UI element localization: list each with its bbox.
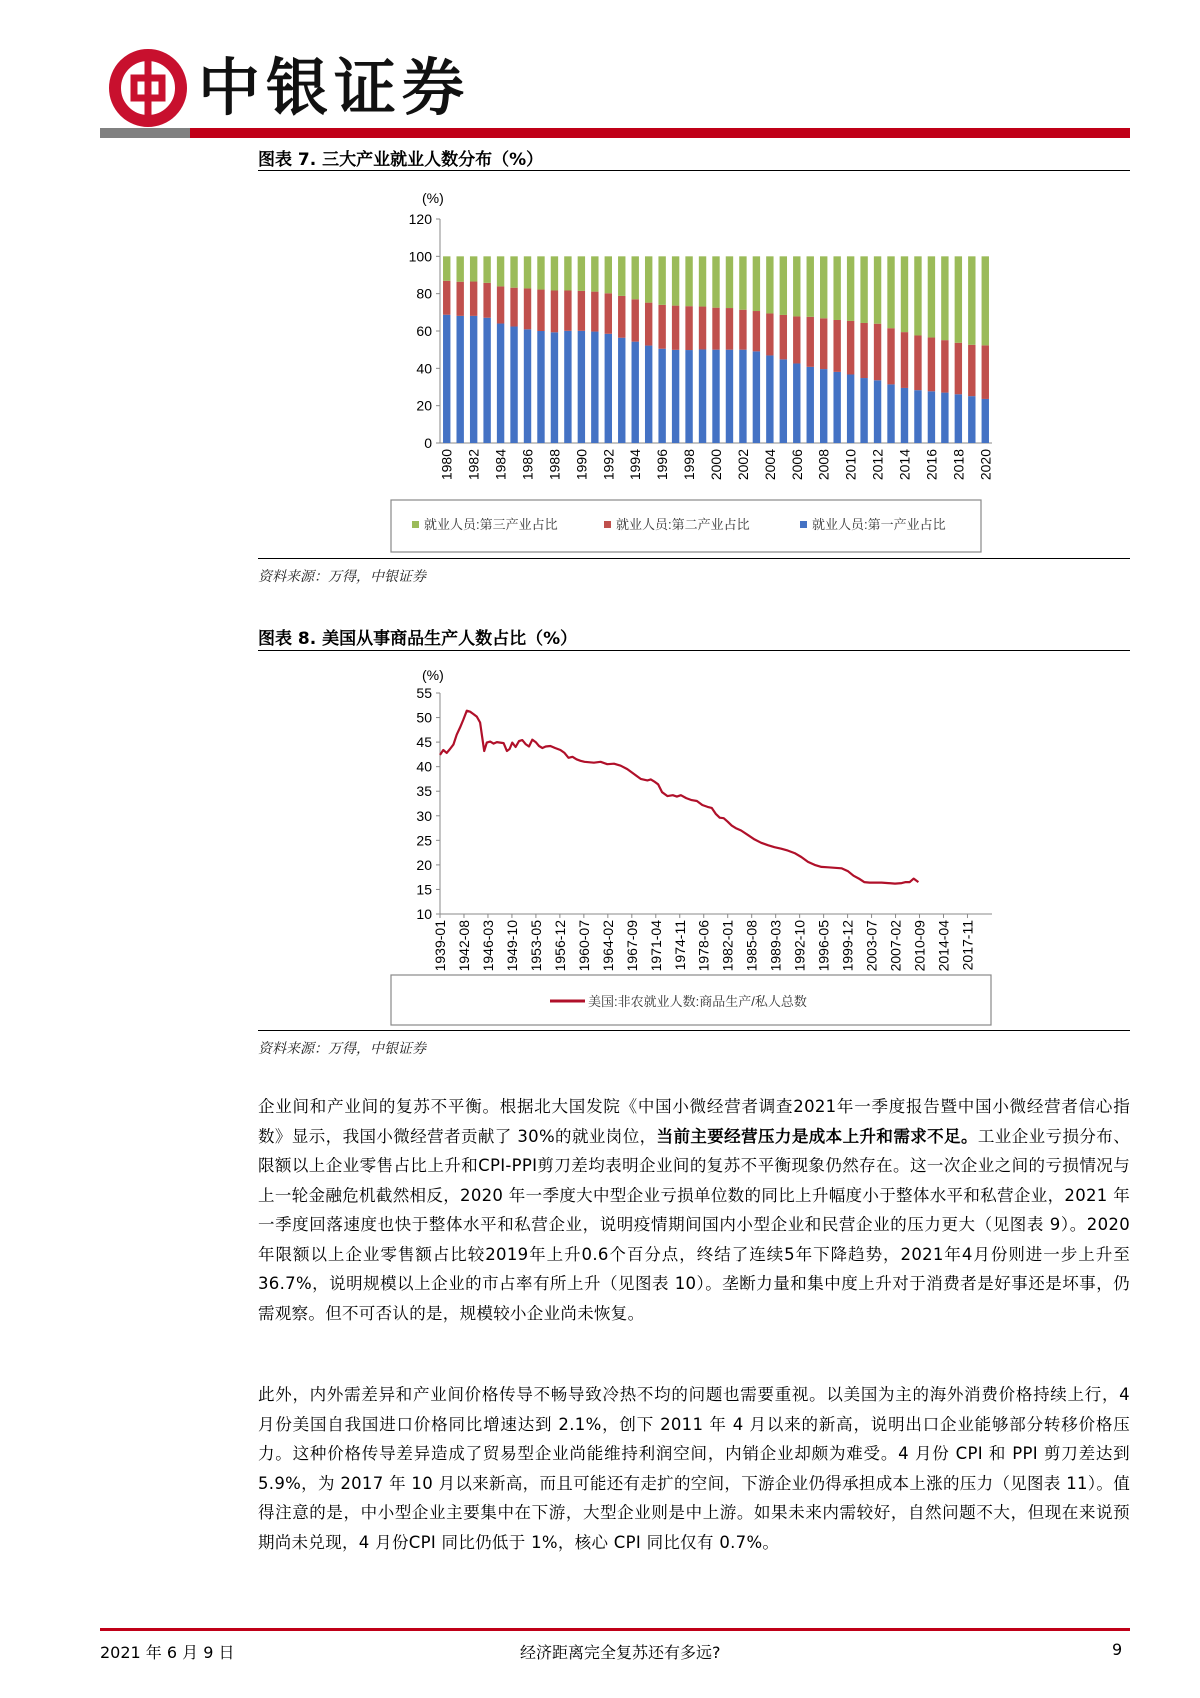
figure7-bar-segment: [591, 256, 598, 291]
figure7-x-tick-label: 2008: [815, 449, 832, 481]
figure7-bar-segment: [551, 256, 558, 290]
figure7-bar-segment: [726, 350, 733, 443]
figure7-bar-segment: [685, 350, 692, 443]
figure7-bar-segment: [699, 307, 706, 350]
figure7-bar-segment: [470, 256, 477, 281]
figure7-bar-segment: [753, 351, 760, 443]
figure8-x-tick-label: 1956-12: [551, 920, 568, 972]
figure7-bar-segment: [672, 306, 679, 350]
figure7-bar-segment: [847, 256, 854, 321]
figure7-x-tick-label: 2004: [761, 449, 778, 481]
figure7-bar-segment: [524, 329, 531, 443]
figure7-bar-segment: [941, 393, 948, 443]
figure7-bar-segment: [887, 256, 894, 328]
figure7-bar-segment: [793, 363, 800, 443]
figure7-bar-segment: [941, 340, 948, 392]
figure7-x-tick-label: 1992: [600, 449, 617, 481]
figure7-bar-segment: [456, 282, 463, 316]
figure7-bar-segment: [685, 306, 692, 350]
figure7-bar-segment: [807, 256, 814, 316]
figure7-bar-segment: [712, 256, 719, 307]
figure7-legend-swatch: [604, 521, 611, 528]
figure7-x-tick-label: 2000: [708, 449, 724, 481]
figure7-bar-segment: [941, 256, 948, 340]
figure7-bar-segment: [632, 342, 639, 443]
figure8-x-tick-label: 1960-07: [575, 920, 592, 972]
figure7-bar-segment: [820, 256, 827, 318]
figure7-source: 资料来源：万得，中银证券: [258, 569, 426, 585]
figure7-x-tick-label: 1986: [519, 449, 536, 481]
figure7-bar-segment: [955, 343, 962, 395]
figure8-y-tick-label: 15: [416, 881, 432, 898]
figure7-bar-segment: [793, 256, 800, 316]
figure7-bar-segment: [483, 318, 490, 443]
figure8-y-tick-label: 20: [416, 856, 432, 873]
footer-title: 经济距离完全复苏还有多远?: [520, 1643, 721, 1662]
figure8-x-tick-label: 2014-04: [935, 920, 952, 972]
figure8-x-tick-label: 1967-09: [623, 920, 640, 972]
figure7-bar-segment: [955, 256, 962, 342]
figure7-bar-segment: [914, 335, 921, 390]
figure8-y-tick-label: 45: [416, 734, 432, 751]
figure7-bar-segment: [658, 349, 665, 443]
figure7-y-tick-label: 80: [416, 285, 432, 302]
figure7-bar-segment: [524, 256, 531, 288]
figure8-unit-label: (%): [422, 667, 444, 683]
figure7-bar-segment: [739, 350, 746, 443]
figure7-x-tick-label: 1998: [681, 449, 698, 481]
figure7-bar-segment: [470, 282, 477, 316]
figure7-unit-label: (%): [422, 190, 444, 206]
figure8-x-tick-label: 1946-03: [479, 920, 496, 972]
figure7-bar-segment: [578, 331, 585, 443]
figure7-bar-segment: [982, 345, 989, 399]
figure7-bar-segment: [551, 332, 558, 443]
figure7-bar-segment: [645, 256, 652, 302]
figure7-y-tick-label: 100: [408, 248, 432, 265]
figure7-bar-segment: [955, 394, 962, 443]
figure7-bar-segment: [456, 256, 463, 281]
figure7-bar-segment: [497, 256, 504, 286]
figure7-bar-segment: [564, 290, 571, 330]
figure7-bar-segment: [685, 256, 692, 306]
paragraph-1: [258, 1092, 1130, 1328]
figure7-bar-segment: [887, 384, 894, 443]
figure7-bar-segment: [766, 313, 773, 355]
figure8-title: 图表 8. 美国从事商品生产人数占比（%）: [258, 629, 578, 649]
figure7-bar-segment: [712, 350, 719, 443]
figure7-bottom-rule: [258, 558, 1130, 559]
figure7-bar-segment: [820, 318, 827, 369]
figure7-bar-segment: [443, 281, 450, 315]
figure7-chart: [0, 0, 1200, 600]
figure7-bar-segment: [510, 256, 517, 287]
figure8-x-tick-label: 1942-08: [455, 920, 472, 972]
figure7-x-tick-label: 2006: [788, 449, 805, 481]
figure8-y-tick-label: 30: [416, 807, 432, 824]
figure7-bar-segment: [618, 256, 625, 296]
figure7-bar-segment: [968, 256, 975, 344]
figure7-y-tick-label: 120: [408, 211, 432, 227]
figure7-bar-segment: [699, 256, 706, 306]
figure7-bar-segment: [605, 334, 612, 443]
figure7-bar-segment: [793, 316, 800, 363]
figure7-bar-segment: [982, 256, 989, 345]
figure7-bar-segment: [605, 293, 612, 334]
figure8-x-tick-label: 1985-08: [743, 920, 760, 972]
figure7-bar-segment: [874, 324, 881, 381]
brand-name: 中银证券: [198, 51, 471, 124]
figure8-bottom-rule: [258, 1030, 1130, 1031]
figure8-x-tick-label: 1992-10: [791, 920, 808, 972]
figure7-bar-segment: [807, 317, 814, 367]
figure8-x-tick-label: 2017-11: [959, 920, 976, 971]
figure8-legend-label: 美国:非农就业人数:商品生产/私人总数: [588, 994, 807, 1009]
figure8-x-tick-label: 2007-02: [887, 920, 904, 972]
figure8-y-tick-label: 25: [416, 832, 432, 849]
figure7-bar-segment: [618, 338, 625, 443]
figure7-bar-segment: [914, 256, 921, 335]
figure7-bar-segment: [537, 290, 544, 331]
figure7-bar-segment: [874, 256, 881, 323]
figure7-bar-segment: [833, 372, 840, 443]
figure7-x-tick-label: 2018: [950, 449, 967, 481]
figure7-bar-segment: [968, 345, 975, 396]
figure7-bar-segment: [753, 311, 760, 351]
figure7-x-tick-label: 2012: [869, 449, 886, 481]
figure8-x-tick-label: 1996-05: [815, 920, 832, 972]
figure8-x-tick-label: 1999-12: [839, 920, 856, 972]
figure7-bar-segment: [887, 328, 894, 384]
figure7-bar-segment: [833, 320, 840, 372]
figure7-y-tick-label: 60: [416, 323, 432, 339]
figure7-x-tick-label: 2010: [842, 449, 859, 481]
figure7-bar-segment: [820, 369, 827, 443]
figure7-x-tick-label: 1996: [654, 449, 671, 481]
figure7-bar-segment: [470, 316, 477, 443]
figure7-bar-segment: [456, 316, 463, 443]
figure7-x-tick-label: 2016: [923, 449, 940, 481]
figure7-y-tick-label: 0: [424, 435, 432, 451]
figure7-bar-segment: [483, 256, 490, 283]
footer-date: 2021 年 6 月 9 日: [100, 1643, 235, 1662]
paragraph-1-part2: 工业企业亏损分布、限额以上企业零售占比上升和CPI-PPI剪刀差均表明企业间的复苏不平衡现象仍然存在。这一次企业之间的亏损情况与上一轮金融危机截然相反，2020 年一季度大中型企业亏损单位数的同比上升幅度小于整体水平和私营企业，2021 年一季度回落速度也快于整体水平和私营企业，说明疫情期间国内小型企业和民营企业的压力更大（见图表 9）。2020 年限额以上企业零售额占比较2019年上升0.6个百分点，终结了连续5年下降趋势，2021年4月份则进一步上升至 36.7%，说明规模以上企业的市占率有所上升（见图表 10）。垄断力量和集中度上升对于消费者是好事还是坏事，仍需观察。但不可否认的是，规模较小企业尚未恢复。: [258, 1126, 1130, 1323]
figure7-bar-segment: [739, 256, 746, 309]
figure7-bar-segment: [982, 399, 989, 443]
figure7-bar-segment: [874, 380, 881, 443]
figure7-bar-segment: [780, 359, 787, 443]
figure7-bar-segment: [807, 367, 814, 443]
figure7-bar-segment: [578, 256, 585, 291]
paragraph-2: 此外，内外需差异和产业间价格传导不畅导致冷热不均的问题也需要重视。以美国为主的海外消费价格持续上行，4 月份美国自我国进口价格同比增速达到 2.1%，创下 2011 年 4 月以来的新高，说明出口企业能够部分转移价格压力。这种价格传导差异造成了贸易型企业尚能维持利润空间，内销企业却颇为难受。4 月份 CPI 和 PPI 剪刀差达到 5.9%，为 2017 年 10 月以来新高，而且可能还有走扩的空间，下游企业仍得承担成本上涨的压力（见图表 11）。值得注意的是，中小型企业主要集中在下游，大型企业则是中上游。如果未来内需较好，自然问题不大，但现在来说预期尚未兑现，4 月份CPI 同比仍低于 1%，核心 CPI 同比仅有 0.7%。: [258, 1385, 1130, 1552]
figure8-x-tick-label: 1964-02: [599, 920, 616, 972]
figure7-bar-segment: [739, 310, 746, 350]
figure8-y-tick-label: 55: [416, 685, 432, 701]
figure7-bar-segment: [564, 256, 571, 290]
footer-page-number: 9: [1112, 1640, 1123, 1659]
figure8-x-tick-label: 1953-05: [527, 920, 544, 972]
figure7-bar-segment: [483, 283, 490, 318]
figure7-bar-segment: [780, 256, 787, 315]
figure7-x-tick-label: 1988: [546, 449, 563, 481]
figure7-bar-segment: [591, 332, 598, 443]
figure7-title: 图表 7. 三大产业就业人数分布（%）: [258, 150, 544, 170]
figure7-x-tick-label: 2020: [977, 449, 994, 481]
figure7-bar-segment: [968, 396, 975, 443]
figure7-bar-segment: [860, 323, 867, 378]
figure7-bar-segment: [497, 324, 504, 443]
figure7-bar-segment: [672, 350, 679, 443]
figure7-bar-segment: [658, 305, 665, 349]
figure7-bar-segment: [591, 292, 598, 332]
figure7-x-tick-label: 1982: [465, 449, 482, 481]
figure7-x-tick-label: 1980: [438, 449, 455, 481]
figure8-y-tick-label: 40: [416, 758, 432, 775]
figure7-legend-swatch: [800, 521, 807, 528]
figure7-bar-segment: [847, 321, 854, 375]
figure7-legend-swatch: [412, 521, 419, 528]
paragraph-1-bold: 当前主要经营压力是成本上升和需求不足。: [656, 1126, 978, 1146]
figure7-bar-segment: [645, 346, 652, 443]
figure7-bar-segment: [901, 388, 908, 443]
figure7-bar-segment: [551, 290, 558, 332]
figure7-legend-label: 就业人员:第一产业占比: [812, 517, 946, 532]
figure8-source: 资料来源：万得，中银证券: [258, 1041, 426, 1057]
figure8-chart: [0, 650, 1200, 1030]
figure7-bar-segment: [537, 331, 544, 443]
figure7-bar-segment: [632, 256, 639, 299]
figure7-bar-segment: [766, 355, 773, 443]
figure8-x-tick-label: 1971-04: [647, 920, 664, 972]
figure7-bar-segment: [726, 308, 733, 350]
paragraph-1-part1: 企业间和产业间的复苏不平衡。根据北大国发院《中国小微经营者调查2021年一季度报告暨中国小微经营者信心指数》显示，我国小微经营者贡献了 30%的就业岗位，: [258, 1097, 1130, 1146]
figure7-bar-segment: [578, 291, 585, 331]
figure7-bar-segment: [564, 331, 571, 443]
figure7-bar-segment: [537, 256, 544, 289]
figure7-bar-segment: [510, 327, 517, 443]
figure8-y-tick-label: 50: [416, 709, 432, 726]
figure7-bar-segment: [860, 378, 867, 443]
figure8-x-tick-label: 2010-09: [911, 920, 928, 972]
figure7-bar-segment: [712, 308, 719, 350]
figure7-bar-segment: [645, 303, 652, 346]
figure7-bar-segment: [605, 256, 612, 293]
figure7-bar-segment: [928, 256, 935, 337]
figure7-bar-segment: [860, 256, 867, 323]
figure7-bar-segment: [901, 332, 908, 388]
figure7-bar-segment: [726, 256, 733, 308]
figure7-y-tick-label: 40: [416, 360, 432, 377]
figure8-x-tick-label: 1989-03: [767, 920, 784, 972]
figure7-y-tick-label: 20: [416, 397, 432, 414]
figure7-bar-segment: [510, 288, 517, 327]
figure8-y-tick-label: 35: [416, 783, 432, 800]
figure7-bar-segment: [766, 256, 773, 313]
figure7-bar-segment: [699, 349, 706, 443]
figure7-bar-segment: [753, 256, 760, 311]
figure7-bar-segment: [443, 315, 450, 443]
figure7-bar-segment: [833, 256, 840, 320]
figure7-bar-segment: [497, 286, 504, 323]
figure7-x-tick-label: 1990: [573, 449, 590, 481]
figure7-x-tick-label: 1984: [492, 448, 509, 481]
figure7-bar-segment: [618, 296, 625, 338]
figure7-x-tick-label: 1994: [627, 449, 644, 481]
figure8-series-line: [440, 711, 918, 884]
figure8-x-tick-label: 1974-11: [671, 920, 688, 971]
figure7-legend-label: 就业人员:第二产业占比: [616, 517, 750, 532]
figure8-x-tick-label: 1949-10: [503, 920, 520, 972]
footer-rule: [100, 1628, 1130, 1631]
figure8-x-tick-label: 1982-01: [719, 920, 736, 972]
figure7-bar-segment: [524, 288, 531, 329]
figure7-bar-segment: [928, 338, 935, 392]
figure7-bar-segment: [847, 374, 854, 443]
figure7-bar-segment: [658, 256, 665, 305]
figure7-bar-segment: [901, 256, 908, 332]
figure8-x-tick-label: 1939-01: [432, 920, 448, 972]
figure7-bar-segment: [672, 256, 679, 305]
figure7-legend-label: 就业人员:第三产业占比: [424, 517, 558, 532]
figure7-bar-segment: [780, 315, 787, 359]
figure7-x-tick-label: 2014: [896, 449, 913, 481]
figure8-x-tick-label: 2003-07: [863, 920, 880, 972]
figure7-bar-segment: [914, 390, 921, 443]
figure7-bar-segment: [632, 299, 639, 341]
figure7-bar-segment: [443, 256, 450, 280]
figure8-x-tick-label: 1978-06: [695, 920, 712, 972]
figure8-y-tick-label: 10: [416, 906, 432, 922]
figure7-x-tick-label: 2002: [734, 449, 751, 481]
figure7-bar-segment: [928, 391, 935, 443]
